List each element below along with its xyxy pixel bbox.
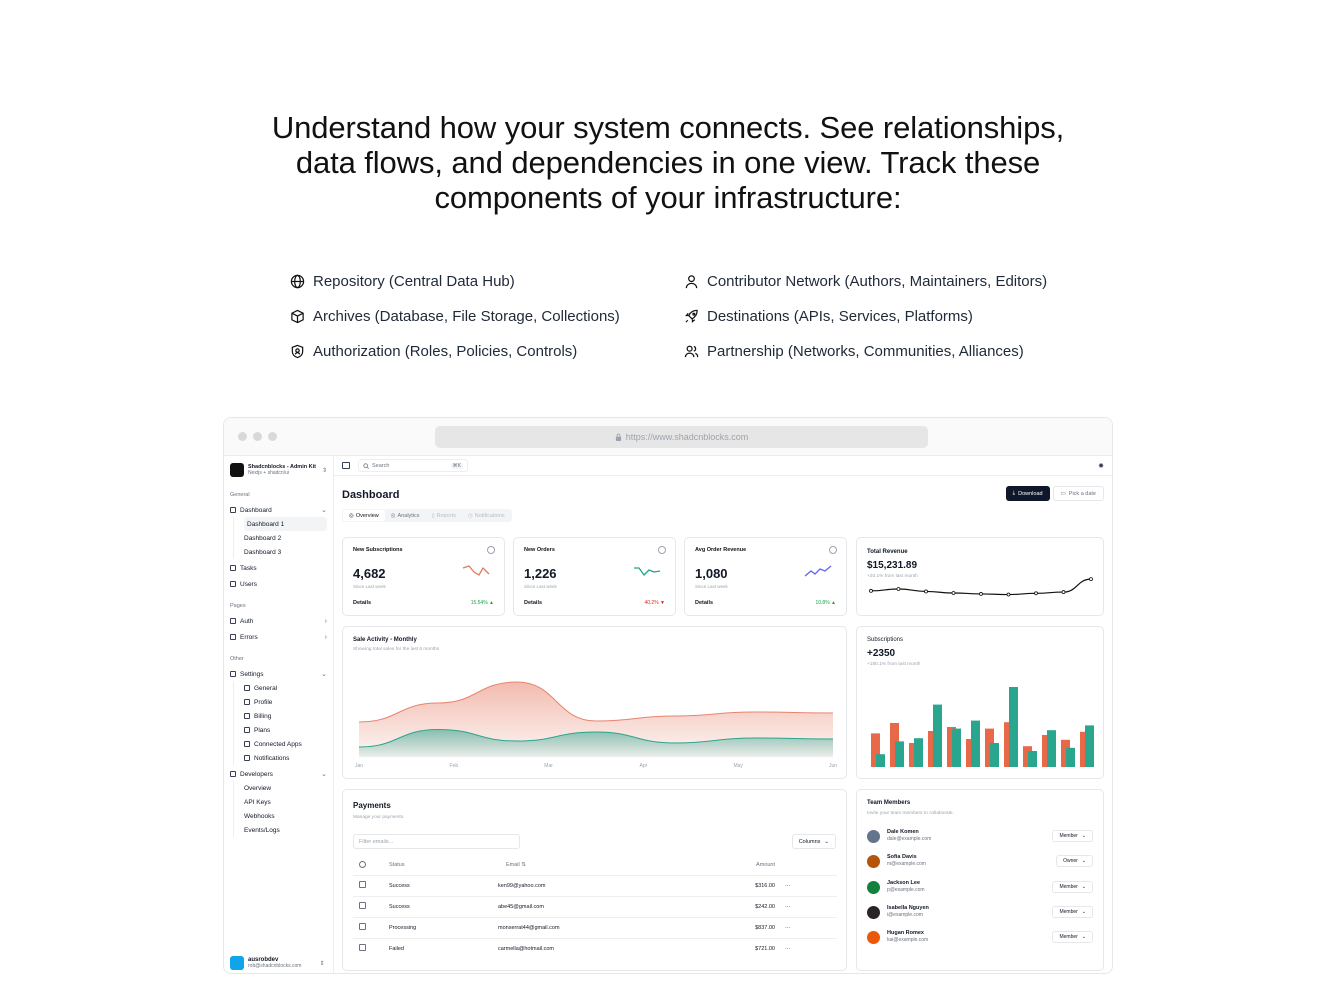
member-email: dale@example.com bbox=[887, 836, 932, 842]
sidebar-item-label: Settings bbox=[240, 670, 264, 678]
window-close-dot[interactable] bbox=[238, 432, 247, 441]
avatar bbox=[867, 881, 880, 894]
row-actions-icon[interactable]: ··· bbox=[775, 917, 837, 938]
bell-icon bbox=[244, 755, 250, 761]
hero-heading bbox=[0, 110, 1336, 215]
feature-item bbox=[290, 270, 684, 292]
sidebar-item-label: Webhooks bbox=[244, 812, 275, 820]
chevron-down-icon: ⌄ bbox=[321, 771, 327, 778]
cell-email: carmella@hotmail.com bbox=[498, 945, 555, 952]
sidebar-item-label: Events/Logs bbox=[244, 826, 280, 834]
reports-icon: ▯ bbox=[431, 512, 435, 519]
avatar bbox=[867, 830, 880, 843]
brand-title: Shadcnblocks - Admin Kit bbox=[248, 464, 316, 470]
kpi-since: Since Last week bbox=[353, 584, 386, 589]
filter-placeholder: Filter emails... bbox=[359, 838, 394, 845]
column-status[interactable]: Status bbox=[389, 856, 498, 875]
window-minimize-dot[interactable] bbox=[253, 432, 262, 441]
sidebar-item-notifications[interactable] bbox=[244, 751, 327, 765]
kpi-value: 1,080 bbox=[695, 566, 728, 581]
apps-icon bbox=[244, 741, 250, 747]
team-member bbox=[867, 879, 1093, 899]
sidebar-item-dashboard[interactable] bbox=[230, 503, 327, 517]
subscription-bar bbox=[971, 721, 980, 767]
address-bar[interactable] bbox=[435, 426, 928, 448]
chevron-down-icon: ⌄ bbox=[321, 507, 327, 514]
rocket-icon bbox=[684, 309, 699, 324]
sidebar-item-general[interactable] bbox=[244, 681, 327, 695]
shortcut-badge: ⌘K bbox=[452, 462, 461, 469]
chevron-down-icon: ⌄ bbox=[824, 838, 829, 845]
revenue-point bbox=[1062, 591, 1065, 594]
dashboard-submenu bbox=[233, 517, 327, 559]
section-label-pages: Pages bbox=[230, 603, 246, 609]
button-label: Pick a date bbox=[1068, 490, 1096, 497]
subscription-bar bbox=[876, 754, 885, 767]
sidebar-item-overview[interactable] bbox=[244, 781, 327, 795]
sparkline bbox=[462, 564, 490, 578]
subscriptions-value: +2350 bbox=[867, 648, 896, 659]
x-tick-label: Jun bbox=[828, 763, 838, 769]
chevrons-icon: ⇕ bbox=[321, 467, 327, 474]
kpi-card-subscriptions bbox=[342, 537, 505, 616]
revenue-point bbox=[1090, 578, 1093, 581]
key-icon bbox=[230, 618, 236, 624]
tab-notifications[interactable] bbox=[462, 510, 511, 521]
sales-card bbox=[342, 626, 847, 779]
gear-icon bbox=[230, 671, 236, 677]
role-value: Owner bbox=[1063, 858, 1078, 864]
cell-amount: $837.00 bbox=[658, 917, 775, 938]
feature-label: Partnership (Networks, Communities, Alliances) bbox=[707, 342, 1024, 360]
sidebar-item-label: Dashboard 3 bbox=[244, 548, 282, 556]
tab-label: Overview bbox=[355, 512, 379, 519]
revenue-point bbox=[980, 592, 983, 595]
page-title: Dashboard bbox=[342, 489, 400, 501]
feature-label: Archives (Database, File Storage, Collections) bbox=[313, 307, 620, 325]
analytics-icon: ◎ bbox=[390, 512, 396, 519]
member-name: Jackson Lee bbox=[887, 880, 921, 886]
sidebar-item-label: Overview bbox=[244, 784, 272, 792]
user-icon bbox=[684, 274, 699, 289]
developers-submenu bbox=[233, 781, 327, 837]
feature-label: Authorization (Roles, Policies, Controls) bbox=[313, 342, 578, 360]
overview-icon: ◎ bbox=[349, 512, 354, 519]
date-picker-button[interactable] bbox=[1053, 486, 1104, 501]
revenue-point bbox=[925, 590, 928, 593]
sidebar-item-profile[interactable] bbox=[244, 695, 327, 709]
brand-logo bbox=[230, 463, 244, 477]
column-amount[interactable]: Amount bbox=[658, 856, 775, 875]
button-label: Download bbox=[1018, 490, 1043, 497]
member-email: m@example.com bbox=[887, 861, 926, 867]
sidebar bbox=[224, 456, 334, 974]
section-label-other: Other bbox=[230, 656, 244, 662]
sidebar-toggle-icon[interactable] bbox=[342, 462, 350, 469]
sidebar-item-label: Profile bbox=[254, 698, 273, 706]
brand-switcher[interactable] bbox=[230, 460, 327, 480]
tab-analytics[interactable] bbox=[385, 510, 426, 521]
select-all-checkbox[interactable] bbox=[359, 861, 366, 868]
search-icon bbox=[363, 463, 369, 469]
kpi-details-link[interactable]: Details bbox=[695, 600, 714, 606]
subscription-bar bbox=[895, 741, 904, 767]
sun-icon[interactable]: ✹ bbox=[1098, 462, 1104, 470]
arrow-down-icon: ▼ bbox=[660, 600, 665, 606]
users-icon bbox=[684, 344, 699, 359]
role-select[interactable] bbox=[1052, 906, 1093, 918]
role-value: Member bbox=[1059, 909, 1078, 915]
chevron-down-icon: ⌄ bbox=[321, 671, 327, 678]
member-name: Hugan Romex bbox=[887, 930, 924, 936]
feature-item bbox=[290, 340, 684, 362]
x-tick-label: Mar bbox=[544, 763, 553, 769]
chevron-down-icon: ⌄ bbox=[1081, 858, 1086, 864]
row-actions-icon[interactable]: ··· bbox=[785, 945, 791, 952]
subscription-bar bbox=[1085, 725, 1094, 767]
cell-status: Processing bbox=[389, 917, 498, 938]
subscriptions-bar-chart bbox=[857, 627, 1105, 780]
cell-status: Failed bbox=[389, 945, 404, 952]
kpi-change bbox=[644, 600, 665, 606]
sidebar-item-developers[interactable] bbox=[230, 767, 327, 781]
card-subtitle: Manage your payments. bbox=[353, 815, 405, 820]
cell-amount: $316.00 bbox=[658, 875, 775, 896]
sidebar-item-connected-apps[interactable] bbox=[244, 737, 327, 751]
brand-subtitle: Nextjs + shadcn/ui bbox=[248, 470, 289, 476]
sidebar-item-label: Dashboard bbox=[240, 506, 272, 514]
cell-email: abe45@gmail.com bbox=[498, 896, 658, 917]
row-actions-icon[interactable]: ··· bbox=[775, 896, 837, 917]
change-text: 40.2% bbox=[644, 600, 659, 606]
member-name: Sofia Davis bbox=[887, 854, 917, 860]
kpi-label: New Orders bbox=[524, 547, 555, 553]
sidebar-item-billing[interactable] bbox=[244, 709, 327, 723]
column-email[interactable] bbox=[498, 856, 658, 875]
browser-bar bbox=[224, 418, 1112, 456]
chevron-down-icon: ⌄ bbox=[1081, 884, 1086, 890]
subscription-bar bbox=[914, 738, 923, 767]
row-checkbox[interactable] bbox=[359, 881, 366, 888]
kpi-value: 4,682 bbox=[353, 566, 386, 581]
x-tick-label: Jan bbox=[354, 763, 364, 769]
hero-line-1: Understand how your system connects. See relationships, bbox=[271, 110, 1065, 145]
subscription-bar bbox=[1028, 751, 1037, 767]
user-menu[interactable] bbox=[230, 956, 324, 970]
team-member bbox=[867, 929, 1093, 949]
change-text: 15.54% bbox=[470, 600, 488, 606]
cell-amount: $721.00 bbox=[755, 945, 775, 952]
chevron-down-icon: ⌄ bbox=[1081, 934, 1086, 940]
card-title: Team Members bbox=[867, 800, 911, 806]
member-email: i@example.com bbox=[887, 912, 923, 918]
role-select[interactable] bbox=[1052, 830, 1093, 842]
revenue-value: $15,231.89 bbox=[867, 560, 918, 571]
sidebar-item-settings[interactable] bbox=[230, 667, 327, 681]
feature-list bbox=[290, 270, 1090, 362]
card-subtitle: Invite your team members to collaborate. bbox=[867, 811, 954, 816]
feature-label: Repository (Central Data Hub) bbox=[313, 272, 515, 290]
avatar bbox=[867, 931, 880, 944]
sidebar-item-users[interactable] bbox=[230, 577, 327, 591]
kpi-change bbox=[815, 600, 836, 606]
tab-label: Notifications bbox=[474, 512, 505, 519]
cell-status: Success bbox=[389, 896, 498, 917]
columns-button[interactable] bbox=[792, 834, 836, 849]
subscriptions-change: +180.1% from last month bbox=[867, 662, 921, 667]
row-checkbox[interactable] bbox=[359, 902, 366, 909]
feature-item bbox=[684, 305, 1084, 327]
search-input[interactable] bbox=[358, 459, 468, 472]
subscription-bar bbox=[952, 729, 961, 767]
sidebar-item-api-keys[interactable] bbox=[244, 795, 327, 809]
sparkline bbox=[633, 564, 661, 578]
tab-overview[interactable] bbox=[343, 510, 385, 521]
search-placeholder: Search bbox=[372, 462, 390, 469]
sidebar-item-label: Notifications bbox=[254, 754, 290, 762]
cell-amount: $242.00 bbox=[658, 896, 775, 917]
sidebar-item-label: Tasks bbox=[240, 564, 257, 572]
card-subtitle: Showing total sales for the last 6 months bbox=[353, 647, 440, 652]
sidebar-item-webhooks[interactable] bbox=[244, 809, 327, 823]
tab-reports[interactable] bbox=[426, 510, 462, 521]
sidebar-item-label: Billing bbox=[254, 712, 272, 720]
sidebar-item-plans[interactable] bbox=[244, 723, 327, 737]
kpi-card-avg-order bbox=[684, 537, 847, 616]
column-label: Email bbox=[506, 862, 520, 869]
settings-submenu bbox=[233, 681, 327, 765]
avatar bbox=[867, 855, 880, 868]
sidebar-item-label: Errors bbox=[240, 633, 258, 641]
window-maximize-dot[interactable] bbox=[268, 432, 277, 441]
cell-status: Success bbox=[389, 875, 498, 896]
arrow-up-icon: ▲ bbox=[489, 600, 494, 606]
sidebar-item-label: General bbox=[254, 684, 278, 692]
member-email: p@example.com bbox=[887, 887, 925, 893]
role-value: Member bbox=[1059, 884, 1078, 890]
sidebar-item-label: Auth bbox=[240, 617, 254, 625]
bug-icon bbox=[230, 634, 236, 640]
sidebar-item-label: Users bbox=[240, 580, 257, 588]
hero-line-3: components of your infrastructure: bbox=[434, 180, 902, 215]
role-select[interactable] bbox=[1052, 881, 1093, 893]
card-title: Subscriptions bbox=[867, 637, 904, 643]
info-icon[interactable] bbox=[658, 546, 666, 554]
user-email: rob@shadcnblocks.com bbox=[248, 963, 302, 969]
row-actions-icon[interactable]: ··· bbox=[775, 875, 837, 896]
subscription-bar bbox=[990, 743, 999, 767]
sidebar-item-errors[interactable] bbox=[230, 630, 327, 644]
card-title: Total Revenue bbox=[867, 549, 908, 555]
subscription-bar bbox=[1066, 748, 1075, 767]
card-title: Payments bbox=[353, 801, 391, 810]
change-text: 10.8% bbox=[815, 600, 830, 606]
revenue-point bbox=[1035, 592, 1038, 595]
cell-email: monserrat44@gmail.com bbox=[498, 917, 658, 938]
globe-icon bbox=[290, 274, 305, 289]
kpi-since: Since Last week bbox=[695, 584, 728, 589]
sort-icon: ⇅ bbox=[521, 862, 526, 869]
role-value: Member bbox=[1059, 833, 1078, 839]
x-tick-label: Feb bbox=[449, 763, 459, 769]
chevrons-icon: ⇕ bbox=[319, 960, 325, 967]
download-button[interactable] bbox=[1006, 486, 1050, 501]
sidebar-item-tasks[interactable] bbox=[230, 561, 327, 575]
team-card bbox=[856, 789, 1104, 971]
url-text: https://www.shadcnblocks.com bbox=[625, 432, 749, 442]
box-icon bbox=[290, 309, 305, 324]
browser-window bbox=[223, 417, 1113, 974]
revenue-point bbox=[1007, 593, 1010, 596]
feature-label: Contributor Network (Authors, Maintainers, Editors) bbox=[707, 272, 1048, 290]
role-select[interactable] bbox=[1056, 855, 1093, 867]
sidebar-item-label: Connected Apps bbox=[254, 740, 302, 748]
billing-icon bbox=[244, 713, 250, 719]
shield-icon bbox=[290, 344, 305, 359]
kpi-details-link[interactable]: Details bbox=[524, 600, 543, 606]
lock-icon bbox=[615, 433, 622, 441]
plans-icon bbox=[244, 727, 250, 733]
subscription-bar bbox=[933, 705, 942, 767]
sales-area-chart bbox=[343, 627, 848, 780]
info-icon[interactable] bbox=[487, 546, 495, 554]
member-email: kai@example.com bbox=[887, 937, 929, 943]
admin-app bbox=[224, 456, 1112, 974]
notifications-icon: ◷ bbox=[467, 512, 473, 519]
team-member bbox=[867, 904, 1093, 924]
kpi-value: 1,226 bbox=[524, 566, 557, 581]
grid-icon bbox=[230, 507, 236, 513]
feature-item bbox=[684, 270, 1084, 292]
feature-label: Destinations (APIs, Services, Platforms) bbox=[707, 307, 973, 325]
email-filter-input[interactable] bbox=[353, 834, 520, 849]
table-row bbox=[353, 917, 837, 938]
avatar bbox=[867, 906, 880, 919]
kpi-card-orders bbox=[513, 537, 676, 616]
revenue-point bbox=[870, 589, 873, 592]
card-title: Sale Activity - Monthly bbox=[353, 637, 417, 643]
kpi-change bbox=[471, 600, 494, 606]
calendar-icon: ▭ bbox=[1060, 490, 1066, 497]
tab-list bbox=[342, 509, 512, 522]
revenue-line-chart bbox=[857, 538, 1105, 617]
revenue-change: +20.1% from last month bbox=[867, 574, 918, 579]
feature-item bbox=[684, 340, 1084, 362]
revenue-point bbox=[952, 592, 955, 595]
user-name: ausrobdev bbox=[248, 957, 279, 963]
chevron-right-icon: › bbox=[324, 617, 327, 625]
arrow-up-icon: ▲ bbox=[831, 600, 836, 606]
cell-email: ken99@yahoo.com bbox=[498, 875, 658, 896]
row-checkbox[interactable] bbox=[359, 923, 366, 930]
table-row bbox=[353, 896, 837, 917]
sidebar-item-label: Developers bbox=[240, 770, 273, 778]
member-name: Dale Komen bbox=[887, 829, 919, 835]
sidebar-item-label: Plans bbox=[254, 726, 271, 734]
sidebar-item-dashboard-1[interactable] bbox=[244, 517, 327, 531]
payments-table bbox=[353, 856, 837, 959]
feature-item bbox=[290, 305, 684, 327]
download-icon: ⤓ bbox=[1012, 490, 1016, 496]
row-checkbox[interactable] bbox=[359, 944, 366, 951]
hero-line-2: data flows, and dependencies in one view. Track these bbox=[295, 145, 1041, 180]
sidebar-item-dashboard-2[interactable] bbox=[244, 531, 327, 545]
team-member bbox=[867, 828, 1093, 848]
kpi-details-link[interactable]: Details bbox=[353, 600, 372, 606]
member-name: Isabella Nguyen bbox=[887, 905, 929, 911]
sidebar-item-events-logs[interactable] bbox=[244, 823, 327, 837]
chevron-down-icon: ⌄ bbox=[1081, 833, 1086, 839]
table-row bbox=[353, 938, 837, 959]
user-icon bbox=[244, 699, 250, 705]
sparkline bbox=[804, 564, 832, 578]
subscriptions-card bbox=[856, 626, 1104, 779]
main-content bbox=[334, 456, 1112, 974]
sidebar-item-label: Dashboard 1 bbox=[247, 520, 285, 528]
wrench-icon bbox=[244, 685, 250, 691]
subscription-bar bbox=[1047, 730, 1056, 767]
kpi-label: New Subscriptions bbox=[353, 547, 403, 553]
page-actions bbox=[1006, 486, 1104, 501]
sidebar-item-dashboard-3[interactable] bbox=[244, 545, 327, 559]
sidebar-item-label: Dashboard 2 bbox=[244, 534, 282, 542]
chevron-down-icon: ⌄ bbox=[1081, 909, 1086, 915]
section-label-general: General bbox=[230, 492, 250, 498]
table-header-row bbox=[353, 856, 837, 875]
sidebar-item-auth[interactable] bbox=[230, 614, 327, 628]
code-icon bbox=[230, 771, 236, 777]
clipboard-icon bbox=[230, 565, 236, 571]
button-label: Columns bbox=[798, 838, 821, 845]
subscription-bar bbox=[1009, 687, 1018, 767]
chevron-right-icon: › bbox=[324, 633, 327, 641]
kpi-since: Since Last week bbox=[524, 584, 557, 589]
info-icon[interactable] bbox=[829, 546, 837, 554]
revenue-card bbox=[856, 537, 1104, 616]
role-select[interactable] bbox=[1052, 931, 1093, 943]
tab-label: Reports bbox=[436, 512, 456, 519]
users-icon bbox=[230, 581, 236, 587]
x-tick-label: Apr bbox=[639, 763, 648, 769]
kpi-label: Avg Order Revenue bbox=[695, 547, 747, 553]
sidebar-item-label: API Keys bbox=[244, 798, 271, 806]
topbar bbox=[334, 456, 1112, 476]
avatar bbox=[230, 956, 244, 970]
role-value: Member bbox=[1059, 934, 1078, 940]
tab-label: Analytics bbox=[397, 512, 420, 519]
payments-card bbox=[342, 789, 847, 971]
x-tick-label: May bbox=[733, 763, 743, 769]
team-member bbox=[867, 853, 1093, 873]
table-row bbox=[353, 875, 837, 896]
revenue-point bbox=[897, 587, 900, 590]
